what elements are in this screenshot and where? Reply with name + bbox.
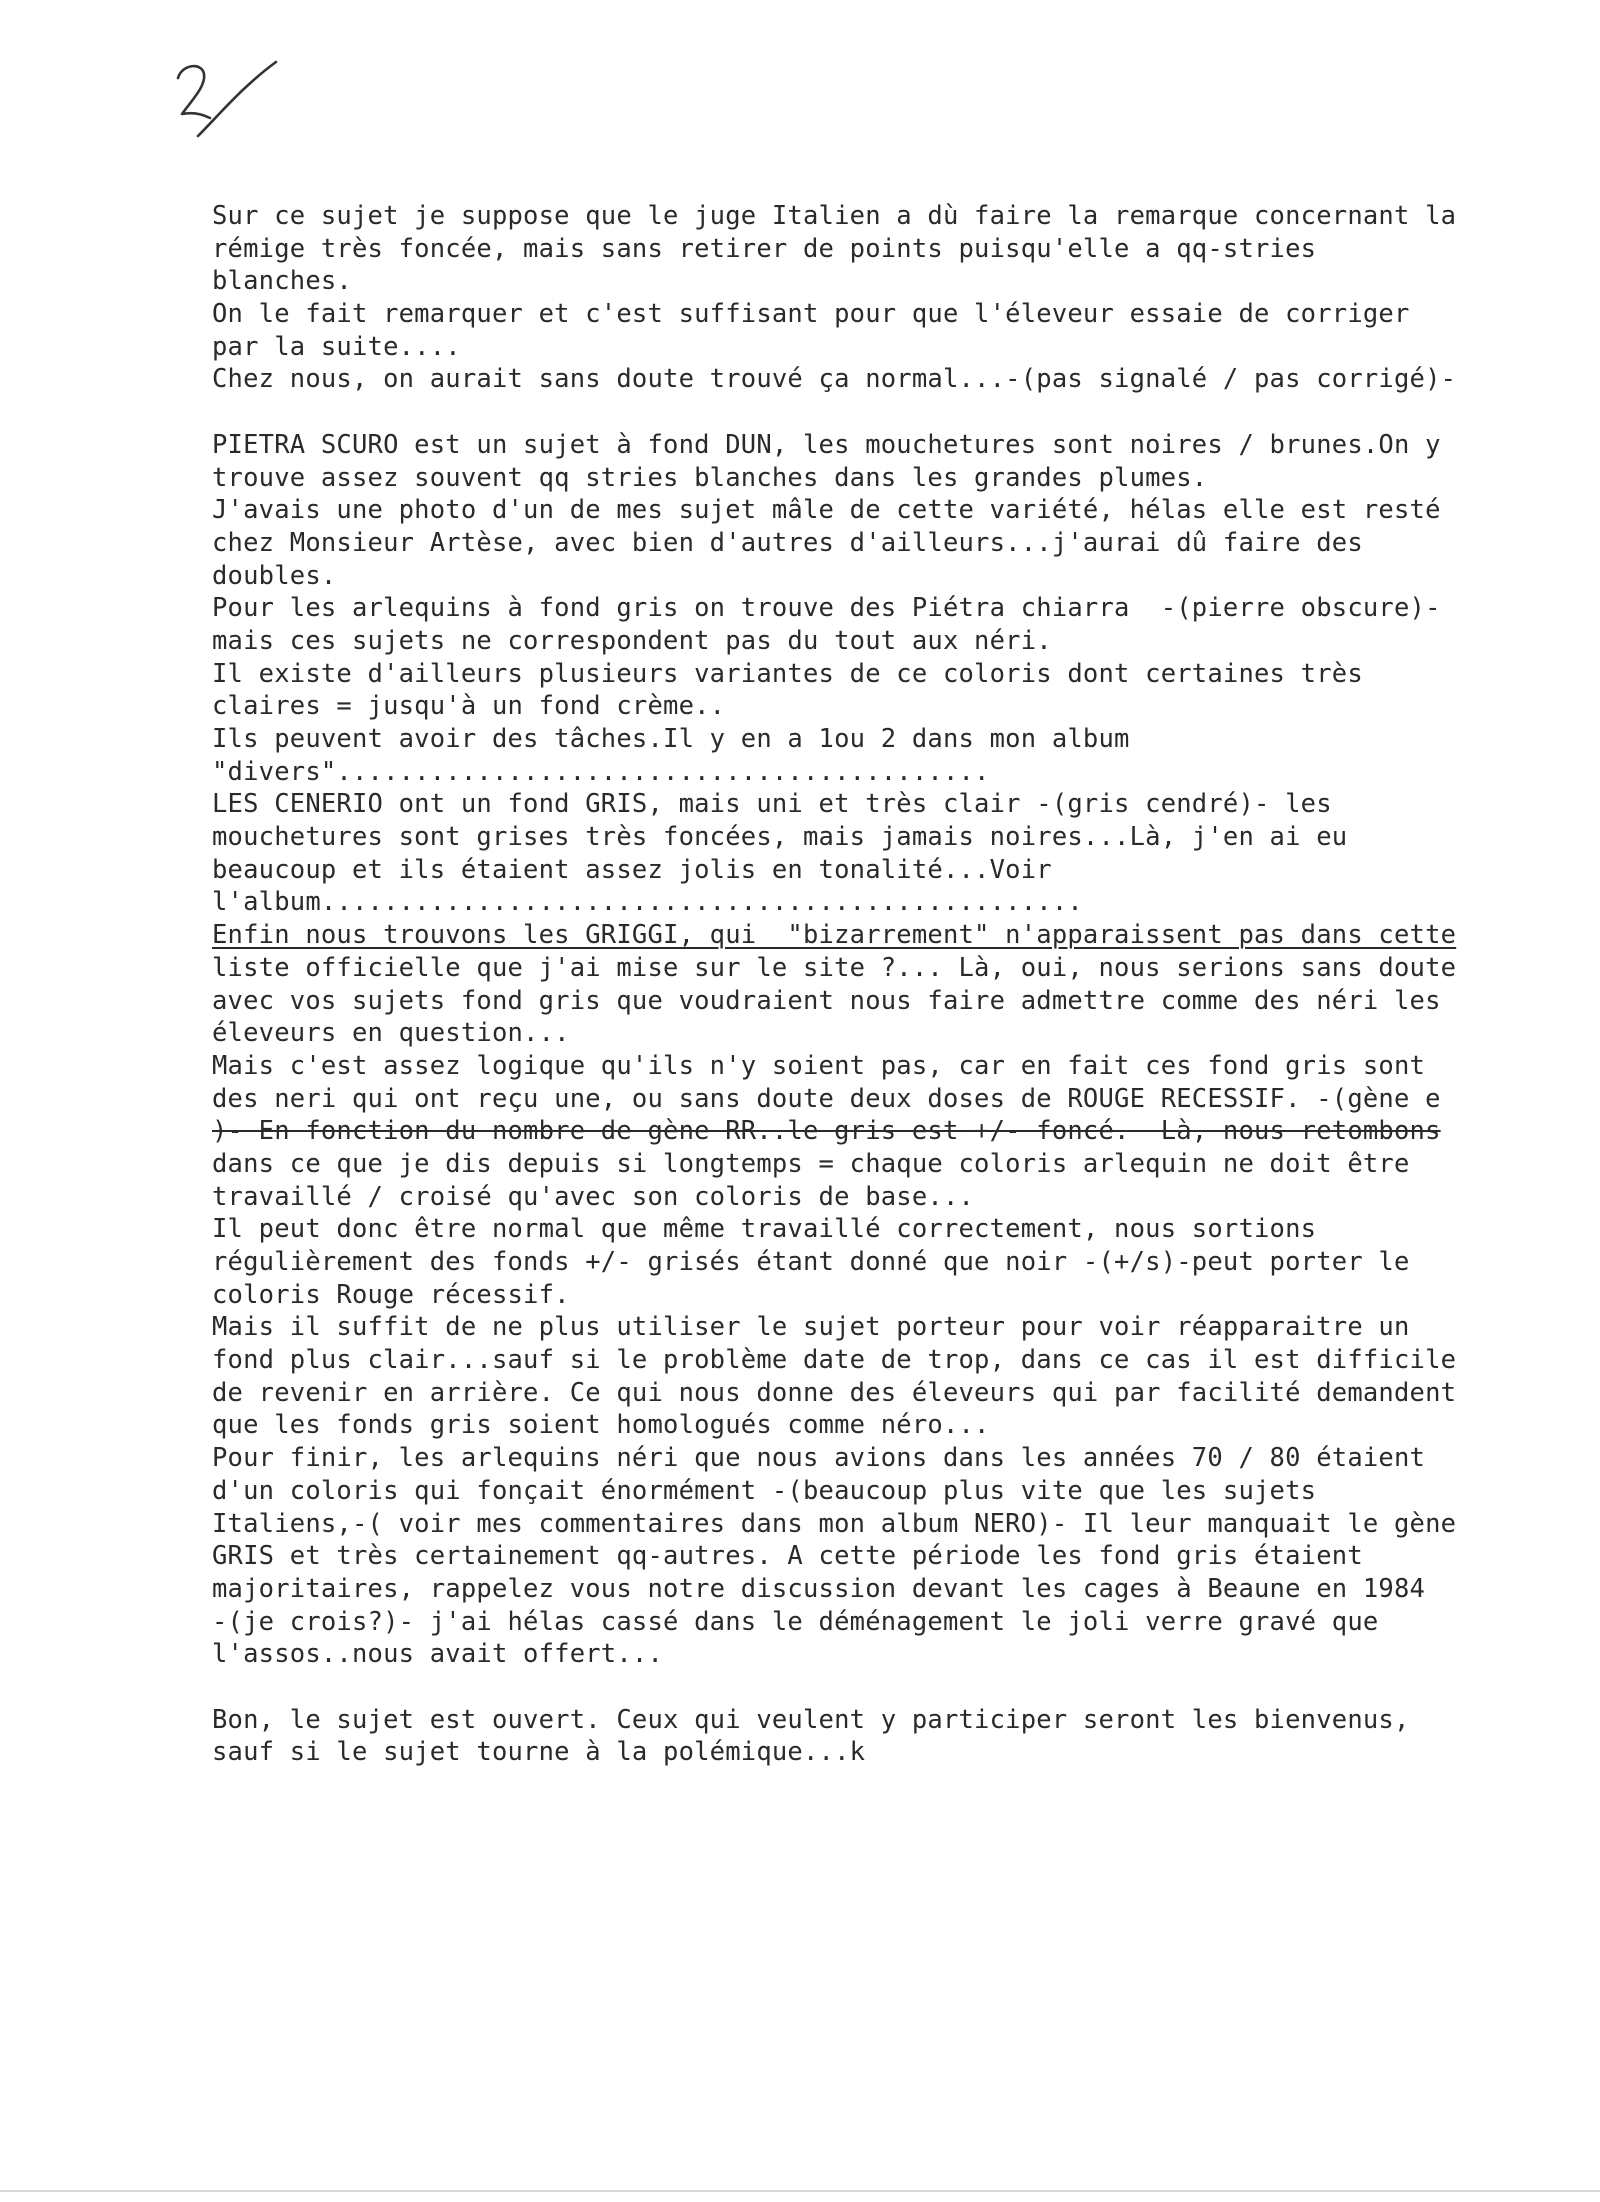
text-line: -(je crois?)- j'ai hélas cassé dans le déménagement le joli verre gravé que	[212, 1606, 1379, 1637]
text-line: Ils peuvent avoir des tâches.Il y en a 1ou 2 dans mon album	[212, 724, 1130, 754]
text-line: PIETRA SCURO est un sujet à fond DUN, les mouchetures sont noires / brunes.On y	[212, 429, 1441, 460]
text-line: Mais il suffit de ne plus utiliser le sujet porteur pour voir réapparaitre un	[212, 1312, 1410, 1343]
text-line: mouchetures sont grises très foncées, mais jamais noires...Là, j'en ai eu	[212, 822, 1348, 853]
text-line: Pour finir, les arlequins néri que nous avions dans les années 70 / 80 étaient	[212, 1443, 1426, 1474]
letter-body	[212, 200, 1542, 1769]
text-line: régulièrement des fonds +/- grisés étant donné que noir -(+/s)-peut porter le	[212, 1247, 1410, 1277]
text-line: blanches.	[212, 266, 352, 297]
text-line: claires = jusqu'à un fond crème..	[212, 691, 726, 722]
text-line: avec vos sujets fond gris que voudraient nous faire admettre comme des néri les	[212, 985, 1441, 1016]
text-line: chez Monsieur Artèse, avec bien d'autres d'ailleurs...j'aurai dû faire des	[212, 527, 1363, 558]
text-line: rémige très foncée, mais sans retirer de points puisqu'elle a qq-stries	[212, 233, 1317, 264]
text-line: dans ce que je dis depuis si longtemps = chaque coloris arlequin ne doit être	[212, 1148, 1410, 1179]
text-line: coloris Rouge récessif.	[212, 1279, 570, 1310]
text-line: On le fait remarquer et c'est suffisant pour que l'éleveur essaie de corriger	[212, 299, 1410, 330]
text-line: de revenir en arrière. Ce qui nous donne des éleveurs qui par facilité demandent	[212, 1377, 1457, 1408]
text-line: Chez nous, on aurait sans doute trouvé ça normal...-(pas signalé / pas corrigé)-	[212, 364, 1457, 395]
text-line: éleveurs en question...	[212, 1018, 570, 1049]
text-line: Bon, le sujet est ouvert. Ceux qui veulent y participer seront les bienvenus,	[212, 1704, 1410, 1735]
text-line: Sur ce sujet je suppose que le juge Italien a dù faire la remarque concernant la	[212, 201, 1457, 231]
text-line: Il existe d'ailleurs plusieurs variantes de ce coloris dont certaines très	[212, 658, 1363, 689]
blank-line	[212, 1671, 1542, 1704]
scan-edge-line	[0, 2190, 1600, 2192]
text-line: sauf si le sujet tourne à la polémique...k	[212, 1737, 866, 1768]
text-line: liste officielle que j'ai mise sur le site ?... Là, oui, nous serions sans doute	[212, 952, 1457, 983]
blank-line	[212, 396, 1542, 429]
text-line: fond plus clair...sauf si le problème date de trop, dans ce cas il est difficile	[212, 1345, 1457, 1376]
text-line: Mais c'est assez logique qu'ils n'y soient pas, car en fait ces fond gris sont	[212, 1050, 1426, 1081]
text-line: trouve assez souvent qq stries blanches dans les grandes plumes.	[212, 462, 1208, 493]
text-line: l'assos..nous avait offert...	[212, 1639, 664, 1670]
text-line: GRIS et très certainement qq-autres. A cette période les fond gris étaient	[212, 1541, 1363, 1572]
underlined-line: Enfin nous trouvons les GRIGGI, qui "bizarrement" n'apparaissent pas dans cette	[212, 920, 1457, 951]
text-line: "divers"..........................................	[212, 756, 990, 787]
handwritten-page-number	[168, 56, 288, 146]
text-line: que les fonds gris soient homologués comme néro...	[212, 1410, 990, 1441]
text-line: LES CENERIO ont un fond GRIS, mais uni et très clair -(gris cendré)- les	[212, 789, 1332, 820]
text-line: Il peut donc être normal que même travaillé correctement, nous sortions	[212, 1214, 1317, 1245]
text-line: par la suite....	[212, 331, 461, 362]
text-line: d'un coloris qui fonçait énormément -(beaucoup plus vite que les sujets	[212, 1475, 1317, 1506]
struck-through-line: )- En fonction du nombre de gène RR..le gris est +/- foncé. Là, nous retombons	[212, 1116, 1441, 1147]
text-line: beaucoup et ils étaient assez jolis en tonalité...Voir	[212, 854, 1052, 885]
text-line: J'avais une photo d'un de mes sujet mâle de cette variété, hélas elle est resté	[212, 495, 1441, 526]
text-line: majoritaires, rappelez vous notre discussion devant les cages à Beaune en 1984	[212, 1573, 1426, 1604]
text-line: des neri qui ont reçu une, ou sans doute deux doses de ROUGE RECESSIF. -(gène e	[212, 1083, 1441, 1114]
text-line: Pour les arlequins à fond gris on trouve des Piétra chiarra -(pierre obscure)-	[212, 593, 1441, 624]
text-line: travaillé / croisé qu'avec son coloris de base...	[212, 1181, 975, 1212]
text-line: l'album.................................................	[212, 887, 1083, 918]
text-line: mais ces sujets ne correspondent pas du tout aux néri.	[212, 625, 1052, 656]
text-line: doubles.	[212, 560, 337, 591]
text-line: Italiens,-( voir mes commentaires dans mon album NERO)- Il leur manquait le gène	[212, 1508, 1457, 1539]
